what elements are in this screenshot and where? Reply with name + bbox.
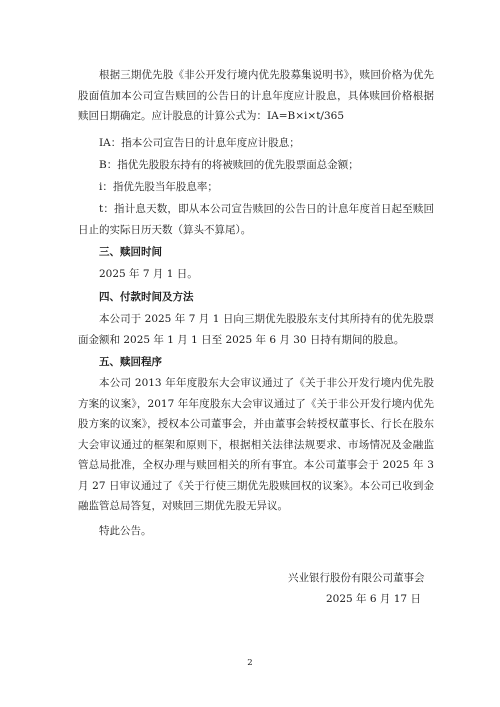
definition-ia: IA：指本公司宣告日的计息年度应计股息；: [99, 137, 300, 149]
section-5-title: 五、赎回程序: [99, 356, 162, 368]
definition-t: t：指计息天数，即从本公司宣告赎回的公告日的计息年度首日起至赎回日止的实际日历天数（算头不算尾）。: [78, 203, 434, 236]
signature-date: 2025 年 6 月 17 日: [326, 593, 421, 605]
redemption-price-paragraph: 根据三期优先股《非公开发行境内优先股募集说明书》，赎回价格为优先股面值加本公司宣告赎回的公告日的计息年度应计股息，具体赎回价格根据赎回日期确定。应计股息的计算公式为：IA=B×i×t/365: [78, 69, 434, 122]
section-4-body: 本公司于 2025 年 7 月 1 日向三期优先股股东支付其所持有的优先股票面金额和 2025 年 1 月 1 日至 2025 年 6 月 30 日持有期间的股息。: [78, 313, 434, 346]
signature-org: 兴业银行股份有限公司董事会: [288, 572, 425, 584]
page-number: 2: [247, 658, 253, 668]
definition-i: i：指优先股当年股息率；: [99, 181, 218, 193]
section-3-title: 三、赎回时间: [99, 246, 162, 258]
section-4-title: 四、付款时间及方法: [99, 291, 194, 303]
section-3-body: 2025 年 7 月 1 日。: [99, 268, 198, 280]
definition-b: B：指优先股股东持有的将被赎回的优先股票面总金额；: [99, 159, 359, 171]
closing-text: 特此公告。: [99, 525, 152, 537]
section-5-body: 本公司 2013 年年度股东大会审议通过了《关于非公开发行境内优先股方案的议案》，2017 年年度股东大会审议通过了《关于非公开发行境内优先股方案的议案》，授权本公司董事会，并由董事会转授权董事长、行长在股东大会审议通过的框架和原则下，根据相关法律法规要求、市场情况及金融监管总局批准，全权办理与赎回相关的所有事宜。本公司董事会于 2025 年 3 月 27 日审议通过了《关于行使三期优先股赎回权的议案》。本公司已收到金融监管总局答复，对赎回三期优先股无异议。: [78, 377, 434, 512]
